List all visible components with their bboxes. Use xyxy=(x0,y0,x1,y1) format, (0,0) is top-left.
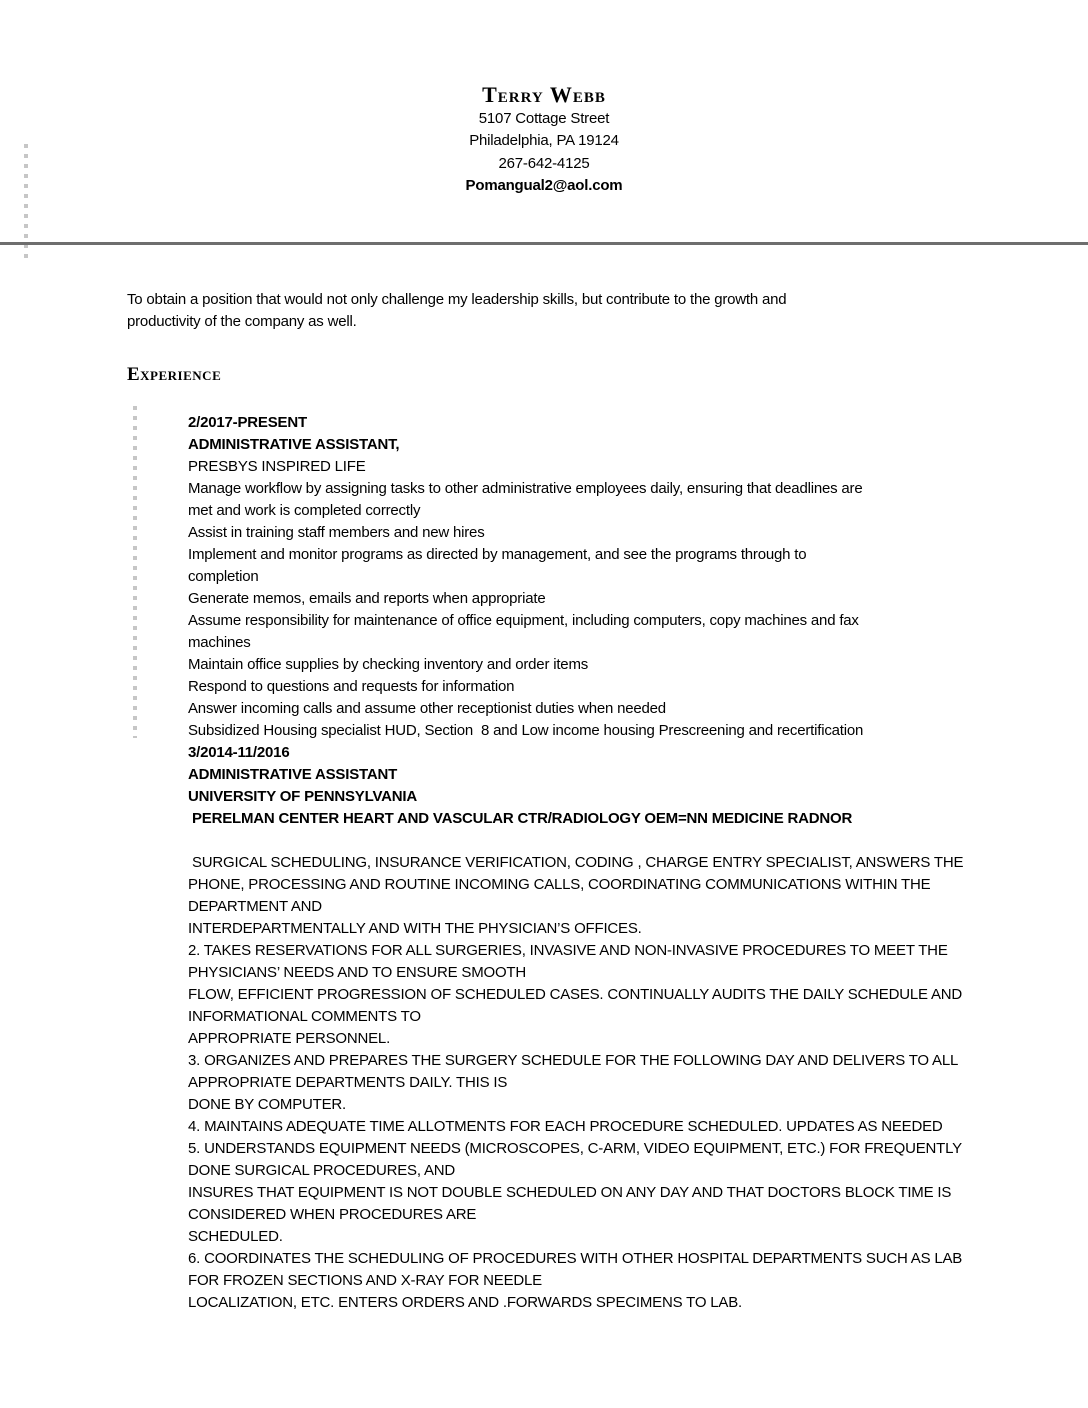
resume-header xyxy=(0,82,1088,198)
phone-line: 267-642-4125 xyxy=(498,154,590,172)
job-detail-line: Answer incoming calls and assume other receptionist duties when needed xyxy=(188,700,666,717)
job1-details xyxy=(188,478,1068,742)
job-detail-line: Generate memos, emails and reports when appropriate xyxy=(188,590,546,607)
horizontal-rule xyxy=(0,242,1088,245)
job-detail-line: PHYSICIANS’ NEEDS AND TO ENSURE SMOOTH xyxy=(188,964,527,981)
job-detail-line: Maintain office supplies by checking inventory and order items xyxy=(188,656,589,673)
job-detail-line: 5. UNDERSTANDS EQUIPMENT NEEDS (MICROSCOPES, C-ARM, VIDEO EQUIPMENT, ETC.) FOR FREQUENTLY xyxy=(188,1140,962,1157)
job-detail-line: Implement and monitor programs as directed by management, and see the programs through to xyxy=(188,546,807,563)
job-detail-line: INFORMATIONAL COMMENTS TO xyxy=(188,1008,421,1025)
job-detail-line: 2. TAKES RESERVATIONS FOR ALL SURGERIES, INVASIVE AND NON-INVASIVE PROCEDURES TO MEET THE xyxy=(188,942,948,959)
address-line: 5107 Cottage Street xyxy=(478,110,610,127)
job2-company: UNIVERSITY OF PENNSYLVANIA xyxy=(188,788,417,805)
job-detail-line: 3. ORGANIZES AND PREPARES THE SURGERY SCHEDULE FOR THE FOLLOWING DAY AND DELIVERS TO ALL xyxy=(188,1052,959,1069)
job-detail-line: FOR FROZEN SECTIONS AND X-RAY FOR NEEDLE xyxy=(188,1272,542,1289)
objective-section xyxy=(127,288,786,332)
job-detail-line: Manage workflow by assigning tasks to other administrative employees daily, ensuring that deadlines are xyxy=(188,480,863,497)
job-detail-line: DONE BY COMPUTER. xyxy=(188,1096,347,1113)
job-detail-line: DONE SURGICAL PROCEDURES, AND xyxy=(188,1162,456,1179)
email-line: Pomangual2@aol.com xyxy=(465,177,623,195)
job2-title: ADMINISTRATIVE ASSISTANT xyxy=(188,766,398,783)
job-detail-line: DEPARTMENT AND xyxy=(188,898,322,915)
job2-dates: 3/2014-11/2016 xyxy=(188,744,290,761)
spacer-line xyxy=(188,830,1068,852)
job-detail-line: APPROPRIATE PERSONNEL. xyxy=(188,1030,391,1047)
change-bar-experience xyxy=(133,406,137,738)
job-detail-line: Assume responsibility for maintenance of office equipment, including computers, copy machines and fax xyxy=(188,612,859,629)
experience-section xyxy=(188,412,1068,1314)
job-detail-line: LOCALIZATION, ETC. ENTERS ORDERS AND .FORWARDS SPECIMENS TO LAB. xyxy=(188,1294,742,1311)
job-detail-line: Assist in training staff members and new hires xyxy=(188,524,485,541)
job-detail-line: completion xyxy=(188,568,259,585)
job-detail-line: met and work is completed correctly xyxy=(188,502,421,519)
job-detail-line: SCHEDULED. xyxy=(188,1228,283,1245)
job1-title: ADMINISTRATIVE ASSISTANT, xyxy=(188,436,400,453)
job-detail-line: machines xyxy=(188,634,251,651)
experience-heading: Experience xyxy=(127,364,222,385)
job1-dates: 2/2017-PRESENT xyxy=(188,414,307,431)
objective-line: To obtain a position that would not only challenge my leadership skills, but contribute to the growth and xyxy=(127,291,787,308)
job-detail-line: INTERDEPARTMENTALLY AND WITH THE PHYSICIAN’S OFFICES. xyxy=(188,920,642,937)
job-detail-line: PHONE, PROCESSING AND ROUTINE INCOMING CALLS, COORDINATING COMMUNICATIONS WITHIN THE xyxy=(188,876,931,893)
candidate-name: Terry Webb xyxy=(482,82,606,107)
job-detail-line: INSURES THAT EQUIPMENT IS NOT DOUBLE SCHEDULED ON ANY DAY AND THAT DOCTORS BLOCK TIME IS xyxy=(188,1184,952,1201)
job2-department: PERELMAN CENTER HEART AND VASCULAR CTR/RADIOLOGY OEM=NN MEDICINE RADNOR xyxy=(188,810,853,827)
job1-company: PRESBYS INSPIRED LIFE xyxy=(188,458,366,475)
job-detail-line: 6. COORDINATES THE SCHEDULING OF PROCEDURES WITH OTHER HOSPITAL DEPARTMENTS SUCH AS LAB xyxy=(188,1250,963,1267)
job2-details xyxy=(188,852,1068,1314)
job-detail-line: APPROPRIATE DEPARTMENTS DAILY. THIS IS xyxy=(188,1074,508,1091)
job-detail-line: Subsidized Housing specialist HUD, Section 8 and Low income housing Prescreening and recertification xyxy=(188,722,864,739)
city-line: Philadelphia, PA 19124 xyxy=(469,132,619,150)
job-detail-line: Respond to questions and requests for information xyxy=(188,678,515,695)
job-detail-line: FLOW, EFFICIENT PROGRESSION OF SCHEDULED CASES. CONTINUALLY AUDITS THE DAILY SCHEDULE AND xyxy=(188,986,963,1003)
job-detail-line: SURGICAL SCHEDULING, INSURANCE VERIFICATION, CODING , CHARGE ENTRY SPECIALIST, ANSWERS THE xyxy=(188,854,964,871)
job-detail-line: CONSIDERED WHEN PROCEDURES ARE xyxy=(188,1206,477,1223)
objective-line: productivity of the company as well. xyxy=(127,313,357,330)
job-detail-line: 4. MAINTAINS ADEQUATE TIME ALLOTMENTS FOR EACH PROCEDURE SCHEDULED. UPDATES AS NEEDED xyxy=(188,1118,943,1135)
